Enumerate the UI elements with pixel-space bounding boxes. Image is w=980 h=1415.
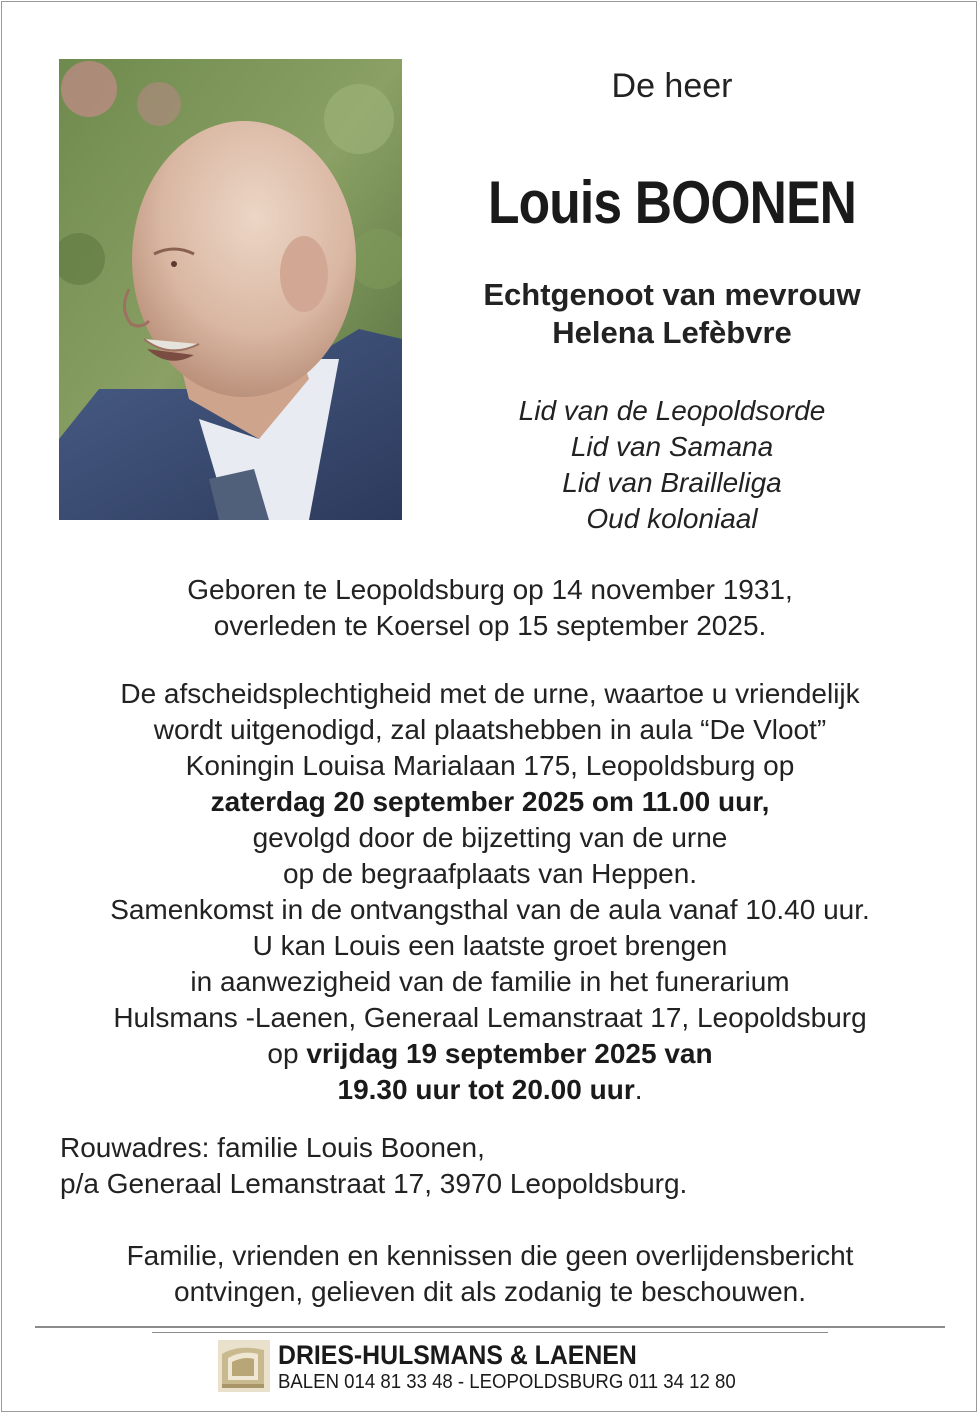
closing-line: ontvingen, gelieven dit als zodanig te beschouwen.: [174, 1276, 806, 1307]
visit-time-line: [40, 1072, 940, 1108]
ceremony-line: wordt uitgenodigd, zal plaatshebben in aula “De Vloot”: [153, 714, 827, 745]
ceremony-line: Hulsmans -Laenen, Generaal Lemanstraat 17, Leopoldsburg: [113, 1002, 867, 1033]
ceremony-line: op de begraafplaats van Heppen.: [282, 858, 698, 889]
membership-item: Oud koloniaal: [586, 503, 758, 534]
ceremony-line: U kan Louis een laatste groet brengen: [252, 930, 728, 961]
footer-divider-short: [152, 1332, 828, 1333]
spouse-line: Echtgenoot van mevrouw: [483, 277, 861, 312]
birth-death-info: [40, 572, 940, 644]
address-line: Rouwadres: familie Louis Boonen,: [60, 1132, 485, 1163]
birth-line: Geboren te Leopoldsburg op 14 november 1931,: [187, 574, 793, 605]
footer-divider: [35, 1326, 945, 1328]
death-line: overleden te Koersel op 15 september 2025.: [213, 610, 767, 641]
memberships-list: [412, 393, 932, 537]
ceremony-info: [40, 676, 940, 1108]
address-line: p/a Generaal Lemanstraat 17, 3970 Leopoldsburg.: [60, 1168, 688, 1199]
visit-line: [40, 1036, 940, 1072]
spouse-info: [412, 276, 932, 352]
membership-item: Lid van Samana: [570, 431, 774, 462]
funeral-home-name: DRIES-HULSMANS & LAENEN: [278, 1340, 637, 1370]
closing-line: Familie, vrienden en kennissen die geen overlijdensbericht: [126, 1240, 854, 1271]
ceremony-line: Koningin Louisa Marialaan 175, Leopoldsburg op: [185, 750, 795, 781]
closing-note: [40, 1238, 940, 1310]
mourning-address: [60, 1130, 920, 1202]
visit-suffix: .: [634, 1074, 643, 1105]
portrait-photo: [59, 59, 402, 520]
visit-time: 19.30 uur tot 20.00 uur: [337, 1074, 635, 1105]
funeral-home-logo-icon: [218, 1340, 270, 1392]
ceremony-line: Samenkomst in de ontvangsthal van de aula vanaf 10.40 uur.: [110, 894, 870, 925]
ceremony-line: De afscheidsplechtigheid met de urne, waartoe u vriendelijk: [120, 678, 860, 709]
ceremony-line: gevolgd door de bijzetting van de urne: [252, 822, 728, 853]
membership-item: Lid van de Leopoldsorde: [518, 395, 826, 426]
deceased-name: Louis BOONEN: [487, 169, 857, 236]
spouse-name: Helena Lefèbvre: [552, 315, 792, 350]
ceremony-line: in aanwezigheid van de familie in het funerarium: [190, 966, 790, 997]
membership-item: Lid van Brailleliga: [562, 467, 782, 498]
ceremony-date-time: zaterdag 20 september 2025 om 11.00 uur,: [210, 786, 770, 817]
funeral-home-phones: BALEN 014 81 33 48 - LEOPOLDSBURG 011 34 12 80: [278, 1371, 736, 1393]
visit-date: vrijdag 19 september 2025 van: [306, 1038, 713, 1069]
honorific: De heer: [611, 67, 733, 105]
visit-prefix: op: [267, 1038, 307, 1069]
